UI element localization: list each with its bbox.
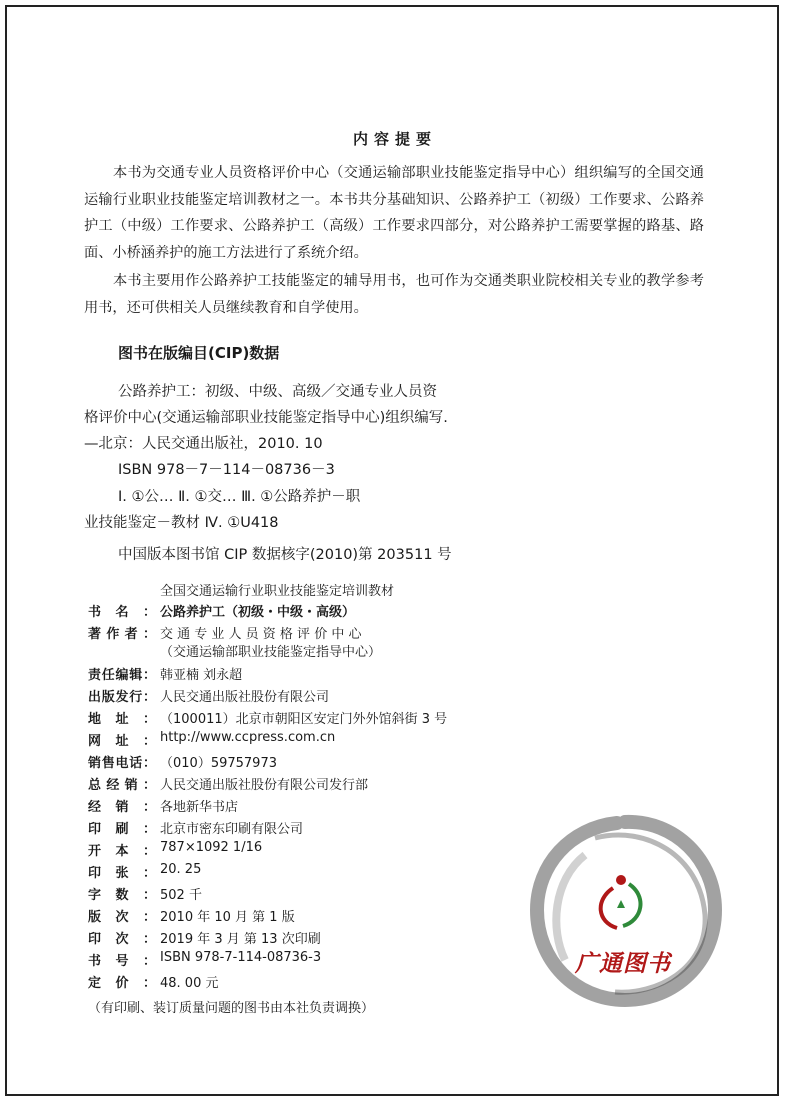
info-label: 著作者： (88, 627, 156, 642)
quality-note: （有印刷、装订质量问题的图书由本社负责调换） (88, 1001, 375, 1016)
info-label: 开本： (88, 844, 156, 859)
info-label: 字数： (88, 888, 156, 903)
cip-line: Ⅰ. ①公… Ⅱ. ①交… Ⅲ. ①公路养护－职 (118, 489, 361, 505)
info-value: （100011）北京市朝阳区安定门外外馆斜街 3 号 (160, 712, 448, 727)
info-label: 出版发行： (88, 690, 156, 705)
cip-line: 业技能鉴定－教材 Ⅳ. ①U418 (84, 515, 279, 531)
logo-icon (601, 875, 641, 928)
ink-circle-watermark (525, 810, 725, 1010)
info-label: 定价： (88, 976, 156, 991)
info-value: http://www.ccpress.com.cn (160, 730, 336, 745)
info-value: ISBN 978-7-114-08736-3 (160, 950, 322, 965)
info-label: 书号： (88, 954, 156, 969)
summary-paragraph-2: 本书主要用作公路养护工技能鉴定的辅导用书，也可作为交通类职业院校相关专业的教学参考用书，还可供相关人员继续教育和自学使用。 (84, 273, 704, 316)
info-value: 人民交通出版社股份有限公司 (160, 690, 330, 705)
summary-title: 内容提要 (352, 130, 437, 148)
info-value: 2010 年 10 月 第 1 版 (160, 910, 295, 925)
info-value: 787×1092 1/16 (160, 840, 263, 855)
cip-line: 中国版本图书馆 CIP 数据核字(2010)第 203511 号 (118, 547, 452, 563)
info-label: 地址： (88, 712, 156, 727)
info-label: 书名： (88, 605, 156, 620)
cip-heading: 图书在版编目(CIP)数据 (118, 344, 280, 362)
summary-paragraph-1: 本书为交通专业人员资格评价中心（交通运输部职业技能鉴定指导中心）组织编写的全国交通运输行业职业技能鉴定培训教材之一。本书共分基础知识、公路养护工（初级）工作要求、公路养护工（中级）工作要求、公路养护工（高级）工作要求四部分，对公路养护工需要掌握的路基、路面、小桥涵养护的施工方法进行了系统介绍。 (84, 165, 704, 261)
info-value: （交通运输部职业技能鉴定指导中心） (160, 645, 382, 660)
info-label: 总经销： (88, 778, 156, 793)
info-label: 销售电话： (88, 756, 156, 771)
info-label: 印次： (88, 932, 156, 947)
info-label: 责任编辑： (88, 668, 156, 683)
info-value: 20. 25 (160, 862, 202, 877)
info-value: 502 千 (160, 888, 202, 903)
info-value: 各地新华书店 (160, 800, 239, 815)
info-label: 网址： (88, 734, 156, 749)
info-value: 2019 年 3 月 第 13 次印刷 (160, 932, 321, 947)
info-value: 北京市密东印刷有限公司 (160, 822, 304, 837)
info-value: 公路养护工（初级・中级・高级） (160, 605, 356, 620)
series-title: 全国交通运输行业职业技能鉴定培训教材 (160, 584, 395, 599)
info-value: 48. 00 元 (160, 976, 219, 991)
cip-line: —北京：人民交通出版社，2010. 10 (84, 436, 323, 452)
watermark-text: 广通图书 (575, 950, 671, 977)
info-label: 经销： (88, 800, 156, 815)
cip-line: ISBN 978－7－114－08736－3 (118, 462, 335, 478)
info-value: 交 通 专 业 人 员 资 格 评 价 中 心 (160, 627, 362, 642)
cip-line: 公路养护工：初级、中级、高级／交通专业人员资 (118, 384, 437, 400)
cip-line: 格评价中心(交通运输部职业技能鉴定指导中心)组织编写. (84, 410, 448, 426)
info-label: 印张： (88, 866, 156, 881)
info-value: 人民交通出版社股份有限公司发行部 (160, 778, 369, 793)
info-label: 印刷： (88, 822, 156, 837)
info-label: 版次： (88, 910, 156, 925)
info-value: （010）59757973 (160, 756, 277, 771)
info-value: 韩亚楠 刘永超 (160, 668, 243, 683)
